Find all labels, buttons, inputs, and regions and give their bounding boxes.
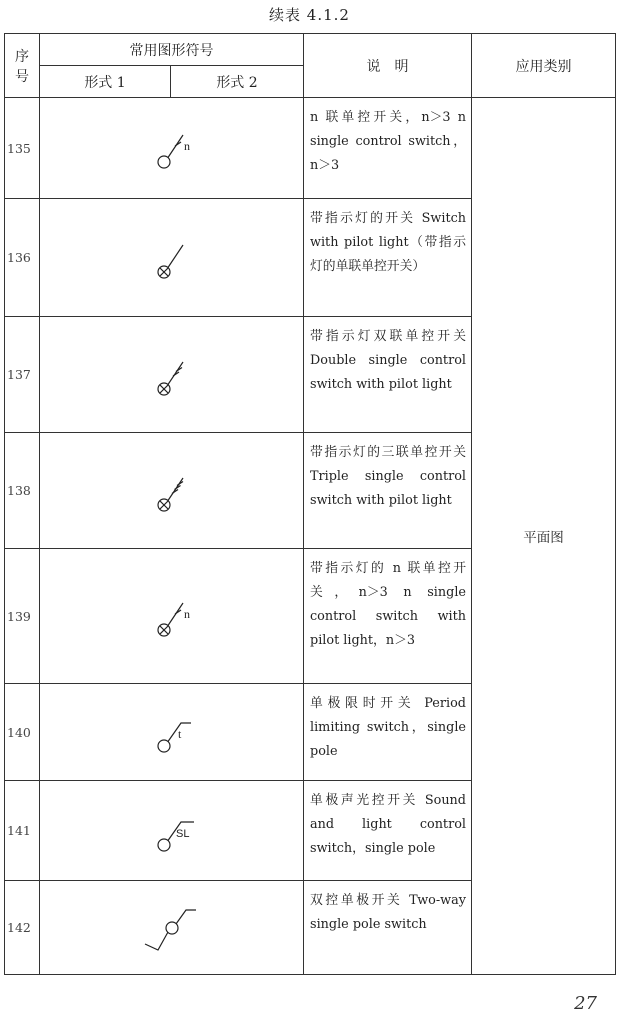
symbol-cell [40,199,304,317]
symbol-label: n [183,139,190,153]
description-text: 带指示灯双联单控开关 Double single control switch with pilot light [310,329,466,392]
symbol-label: t [177,727,181,741]
double-switch-pilot-light-icon [142,345,202,405]
header-seq-bottom: 号 [15,68,29,85]
symbol-cell [40,549,304,684]
description-cell [304,433,472,549]
table-row [5,98,616,199]
header-symbols: 常用图形符号 [40,34,304,66]
description-text: n 联单控开关，n＞3 n single control switch，n＞3 [310,110,466,173]
description-text: 单极声光控开关 Sound and light control switch，single pole [310,793,466,856]
n-switch-pilot-light-icon [142,586,202,646]
description-text: 单极限时开关 Period limiting switch，single pole [310,696,466,759]
symbol-cell [40,684,304,781]
symbol-cell [40,98,304,199]
page-number: 27 [574,993,597,1014]
description-cell [304,199,472,317]
description-cell [304,781,472,881]
description-cell [304,317,472,433]
header-form-2: 形式 2 [171,66,304,98]
row-number: 138 [5,433,40,549]
switch-with-pilot-light-icon [142,228,202,288]
description-text: 带指示灯的 n 联单控开关，n＞3 n single control switch with pilot light，n＞3 [310,561,466,648]
row-number: 137 [5,317,40,433]
symbol-label: SL [175,827,189,840]
row-number: 139 [5,549,40,684]
sound-light-switch-icon [142,801,202,861]
table-caption: 续表 4.1.2 [269,6,350,24]
symbol-cell [40,433,304,549]
period-limiting-switch-icon [142,702,202,762]
header-seq [5,34,40,98]
symbol-table [4,33,616,975]
triple-switch-pilot-light-icon [142,461,202,521]
row-number: 141 [5,781,40,881]
row-number: 140 [5,684,40,781]
description-text: 带指示灯的开关 Switch with pilot light（带指示灯的单联单控开关） [310,211,466,274]
description-text: 带指示灯的三联单控开关 Triple single control switch with pilot light [310,445,466,508]
symbol-label: n [183,607,190,621]
description-cell [304,549,472,684]
header-seq-top: 序 [15,48,29,65]
symbol-cell [40,881,304,975]
symbol-cell [40,781,304,881]
row-number: 136 [5,199,40,317]
description-cell [304,881,472,975]
n-single-control-switch-icon [142,118,202,178]
header-description: 说 明 [304,34,472,98]
description-text: 双控单极开关 Two-way single pole switch [310,893,466,932]
description-cell [304,98,472,199]
description-cell [304,684,472,781]
header-category: 应用类别 [472,34,616,98]
category-cell: 平面图 [472,98,616,975]
header-form-1: 形式 1 [40,66,171,98]
symbol-cell [40,317,304,433]
row-number: 135 [5,98,40,199]
two-way-switch-icon [137,893,207,963]
row-number: 142 [5,881,40,975]
